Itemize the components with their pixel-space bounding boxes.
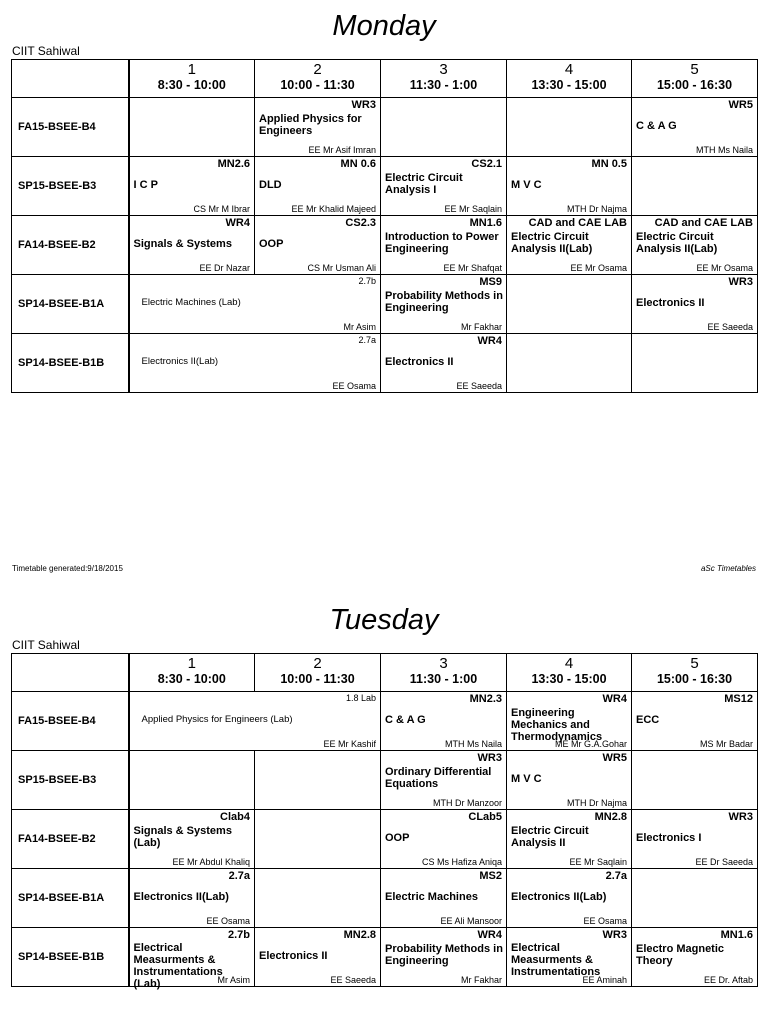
lesson-cell: [381, 751, 507, 810]
teacher-name: ME Mr G.A.Gohar: [554, 739, 627, 749]
room-label: 2.7a: [228, 870, 250, 882]
tuesday-title: Tuesday: [329, 604, 439, 636]
class-cell: [12, 692, 129, 751]
empty-cell: [632, 334, 758, 393]
subject-name: Electrical Measurments & Instrumentations: [511, 942, 601, 978]
teacher-name: EE Mr Saqlain: [569, 857, 627, 867]
lesson-cell: [381, 157, 507, 216]
lesson-cell: [632, 275, 758, 334]
class-row: [12, 157, 758, 216]
class-cell: [12, 928, 129, 987]
monday-title: Monday: [332, 10, 436, 42]
room-label: WR3: [477, 752, 502, 764]
class-label: FA15-BSEE-B4: [18, 121, 96, 133]
class-row: [12, 216, 758, 275]
teacher-name: MTH Dr Manzoor: [432, 798, 502, 808]
teacher-name: EE Ali Mansoor: [440, 916, 502, 926]
period-number: 4: [564, 655, 574, 672]
lesson-cell: [255, 157, 381, 216]
subject-name: Electronics II: [259, 950, 328, 962]
teacher-name: EE Dr Saeeda: [695, 857, 753, 867]
subject-name: Signals & Systems: [133, 238, 232, 250]
class-label: SP14-BSEE-B1A: [18, 298, 105, 310]
room-label: 2.7a: [605, 870, 627, 882]
teacher-name: MTH Ms Naila: [444, 739, 502, 749]
room-label: CLab5: [468, 811, 502, 823]
period-header: [632, 654, 758, 692]
room-label: 1.8 Lab: [345, 693, 376, 703]
teacher-name: Mr Fakhar: [460, 322, 502, 332]
empty-cell: [255, 810, 381, 869]
period-header: [507, 654, 632, 692]
subject-name: Applied Physics for Engineers (Lab): [141, 714, 293, 725]
teacher-name: EE Saeeda: [330, 975, 376, 985]
room-label: CAD and CAE LAB: [654, 217, 753, 229]
room-label: MN1.6: [469, 217, 502, 229]
empty-cell: [129, 98, 255, 157]
period-time: 10:00 - 11:30: [280, 672, 355, 686]
teacher-name: MTH Ms Naila: [695, 145, 753, 155]
period-header: [381, 654, 507, 692]
empty-cell: [632, 157, 758, 216]
lesson-cell: [129, 157, 255, 216]
teacher-name: Mr Asim: [343, 322, 376, 332]
subject-name: Electronics II(Lab): [133, 891, 229, 903]
empty-cell: [255, 751, 381, 810]
teacher-name: Mr Fakhar: [460, 975, 502, 985]
period-number: 2: [313, 655, 322, 672]
teacher-name: EE Osama: [583, 916, 627, 926]
empty-cell: [129, 751, 255, 810]
teacher-name: MTH Dr Najma: [567, 798, 627, 808]
lesson-cell: [507, 157, 632, 216]
teacher-name: EE Aminah: [582, 975, 627, 985]
class-row: [12, 98, 758, 157]
subject-name: I C P: [133, 179, 158, 191]
empty-cell: [632, 869, 758, 928]
room-label: WR5: [602, 752, 627, 764]
period-number: 3: [439, 61, 448, 78]
teacher-name: CS Ms Hafiza Aniqa: [421, 857, 502, 867]
teacher-name: EE Mr Khalid Majeed: [291, 204, 376, 214]
subject-name: Electronics I: [636, 832, 702, 844]
subject-name: Electric Circuit Analysis I: [385, 172, 463, 196]
lesson-cell: [507, 810, 632, 869]
subject-name: ECC: [636, 714, 660, 726]
teacher-name: EE Osama: [206, 916, 250, 926]
period-header: [129, 654, 255, 692]
class-row: [12, 928, 758, 987]
period-time: 13:30 - 15:00: [531, 672, 607, 686]
tuesday-timetable: [11, 653, 758, 990]
room-label: MN 0.6: [340, 158, 376, 170]
empty-cell: [507, 98, 632, 157]
class-cell: [12, 216, 129, 275]
class-label: SP15-BSEE-B3: [18, 774, 97, 786]
school-name: CIIT Sahiwal: [12, 44, 80, 58]
class-label: SP14-BSEE-B1B: [18, 951, 105, 963]
period-header: [129, 60, 255, 98]
subject-name: C & A G: [636, 120, 677, 132]
lesson-cell: [381, 928, 507, 987]
class-cell: [12, 810, 129, 869]
subject-name: OOP: [385, 832, 410, 844]
room-label: MS2: [479, 870, 502, 882]
room-label: MN 0.5: [591, 158, 627, 170]
subject-name: Probability Methods in Engineering: [385, 290, 503, 314]
lesson-cell: [381, 275, 507, 334]
lesson-cell: [381, 869, 507, 928]
period-time: 11:30 - 1:00: [409, 672, 478, 686]
lesson-cell: [129, 928, 255, 990]
period-time: 8:30 - 10:00: [157, 78, 226, 92]
lesson-cell: [507, 692, 632, 751]
period-number: 1: [187, 655, 196, 672]
room-label: WR3: [602, 929, 627, 941]
room-label: 2.7b: [358, 276, 376, 286]
subject-name: Electronics II(Lab): [141, 356, 219, 367]
period-time: 11:30 - 1:00: [409, 78, 478, 92]
period-number: 5: [690, 655, 699, 672]
subject-name: Electric Machines (Lab): [141, 297, 241, 308]
room-label: WR3: [728, 276, 753, 288]
period-header: [255, 654, 381, 692]
room-label: 2.7b: [227, 929, 250, 941]
subject-name: Electric Circuit Analysis II(Lab): [511, 231, 593, 255]
subject-name: OOP: [259, 238, 284, 250]
class-row: [12, 869, 758, 928]
teacher-name: MTH Dr Najma: [567, 204, 627, 214]
room-label: WR3: [351, 99, 376, 111]
class-row: [12, 751, 758, 810]
class-cell: [12, 157, 129, 216]
teacher-name: EE Dr Nazar: [199, 263, 250, 273]
period-header: [507, 60, 632, 98]
empty-cell: [255, 869, 381, 928]
room-label: MS12: [724, 693, 753, 705]
lesson-cell: [129, 810, 255, 869]
subject-name: Electric Machines: [385, 891, 478, 903]
period-header: [255, 60, 381, 98]
teacher-name: MS Mr Badar: [699, 739, 753, 749]
period-time: 8:30 - 10:00: [157, 672, 226, 686]
empty-cell: [632, 751, 758, 810]
teacher-name: EE Osama: [332, 381, 376, 391]
period-time: 15:00 - 16:30: [656, 78, 733, 92]
class-cell: [12, 869, 129, 928]
lesson-cell: [632, 810, 758, 869]
room-label: MN2.3: [469, 693, 502, 705]
lesson-cell: [255, 216, 381, 275]
lesson-cell: [632, 928, 758, 987]
lesson-cell: [632, 98, 758, 157]
teacher-name: EE Mr Asif Imran: [308, 145, 376, 155]
room-label: WR4: [477, 929, 502, 941]
lesson-cell: [129, 869, 255, 928]
school-name: CIIT Sahiwal: [12, 638, 80, 652]
brand-label: aSc Timetables: [700, 564, 756, 573]
lesson-cell: [507, 869, 632, 928]
room-label: 2.7a: [358, 335, 376, 345]
subject-name: Electronics II: [636, 297, 705, 309]
subject-name: Probability Methods in Engineering: [385, 943, 503, 967]
teacher-name: EE Mr Abdul Khaliq: [172, 857, 250, 867]
period-number: 3: [439, 655, 448, 672]
subject-name: Electrical Measurments & Instrumentations (Lab): [133, 942, 223, 990]
lesson-cell: [507, 216, 632, 275]
class-label: FA15-BSEE-B4: [18, 715, 96, 727]
header-row: [12, 654, 758, 692]
teacher-name: Mr Asim: [217, 975, 250, 985]
subject-name: Electronics II: [385, 356, 454, 368]
lesson-cell: [129, 334, 381, 393]
empty-cell: [381, 98, 507, 157]
lesson-cell: [129, 692, 381, 751]
subject-name: Electronics II(Lab): [511, 891, 607, 903]
room-label: CS2.3: [345, 217, 376, 229]
class-row: [12, 275, 758, 334]
teacher-name: EE Mr Osama: [570, 263, 627, 273]
teacher-name: EE Saeeda: [707, 322, 753, 332]
lesson-cell: [507, 751, 632, 810]
teacher-name: EE Mr Kashif: [323, 739, 376, 749]
subject-name: Electric Circuit Analysis II: [511, 825, 589, 849]
period-number: 4: [564, 61, 574, 78]
lesson-cell: [381, 810, 507, 869]
period-number: 2: [313, 61, 322, 78]
teacher-name: CS Mr Usman Ali: [307, 263, 376, 273]
period-number: 1: [187, 61, 196, 78]
lesson-cell: [255, 928, 381, 987]
room-label: MN2.8: [343, 929, 376, 941]
subject-name: Applied Physics for Engineers: [259, 113, 362, 137]
room-label: WR4: [477, 335, 502, 347]
monday-timetable: [11, 59, 758, 393]
lesson-cell: [381, 216, 507, 275]
class-cell: [12, 98, 129, 157]
lesson-cell: [255, 98, 381, 157]
lesson-cell: [632, 216, 758, 275]
room-label: WR4: [602, 693, 627, 705]
room-label: WR5: [728, 99, 753, 111]
generated-date: Timetable generated:9/18/2015: [12, 564, 123, 573]
room-label: MS9: [479, 276, 502, 288]
subject-name: Ordinary Differential Equations: [385, 766, 492, 790]
class-row: [12, 334, 758, 393]
header-row: [12, 60, 758, 98]
class-cell: [12, 275, 129, 334]
corner-cell: [12, 60, 129, 98]
room-label: CS2.1: [471, 158, 502, 170]
room-label: WR4: [225, 217, 250, 229]
teacher-name: CS Mr M Ibrar: [193, 204, 250, 214]
subject-name: Engineering Mechanics and Thermodynamics: [511, 707, 603, 743]
room-label: CAD and CAE LAB: [528, 217, 627, 229]
teacher-name: EE Dr. Aftab: [703, 975, 753, 985]
class-label: FA14-BSEE-B2: [18, 239, 96, 251]
teacher-name: EE Mr Shafqat: [443, 263, 502, 273]
period-time: 15:00 - 16:30: [656, 672, 733, 686]
subject-name: C & A G: [385, 714, 426, 726]
empty-cell: [507, 275, 632, 334]
class-cell: [12, 334, 129, 393]
room-label: Clab4: [220, 811, 250, 823]
teacher-name: EE Mr Saqlain: [444, 204, 502, 214]
class-label: SP14-BSEE-B1B: [18, 357, 105, 369]
lesson-cell: [507, 928, 632, 987]
empty-cell: [507, 334, 632, 393]
subject-name: Introduction to Power Engineering: [385, 231, 499, 255]
subject-name: Electric Circuit Analysis II(Lab): [636, 231, 718, 255]
class-row: [12, 692, 758, 751]
room-label: MN1.6: [720, 929, 753, 941]
class-label: FA14-BSEE-B2: [18, 833, 96, 845]
class-row: [12, 810, 758, 869]
teacher-name: EE Saeeda: [456, 381, 502, 391]
period-number: 5: [690, 61, 699, 78]
class-label: SP15-BSEE-B3: [18, 180, 97, 192]
subject-name: Signals & Systems (Lab): [133, 825, 232, 849]
period-header: [632, 60, 758, 98]
lesson-cell: [129, 216, 255, 275]
period-time: 10:00 - 11:30: [280, 78, 355, 92]
room-label: MN2.6: [217, 158, 250, 170]
lesson-cell: [129, 275, 381, 334]
class-label: SP14-BSEE-B1A: [18, 892, 105, 904]
subject-name: M V C: [511, 773, 542, 785]
lesson-cell: [381, 334, 507, 393]
class-cell: [12, 751, 129, 810]
lesson-cell: [381, 692, 507, 751]
corner-cell: [12, 654, 129, 692]
lesson-cell: [632, 692, 758, 751]
subject-name: M V C: [511, 179, 542, 191]
room-label: WR3: [728, 811, 753, 823]
room-label: MN2.8: [594, 811, 627, 823]
teacher-name: EE Mr Osama: [696, 263, 753, 273]
subject-name: Electro Magnetic Theory: [636, 943, 725, 967]
subject-name: DLD: [259, 179, 282, 191]
period-time: 13:30 - 15:00: [531, 78, 607, 92]
period-header: [381, 60, 507, 98]
